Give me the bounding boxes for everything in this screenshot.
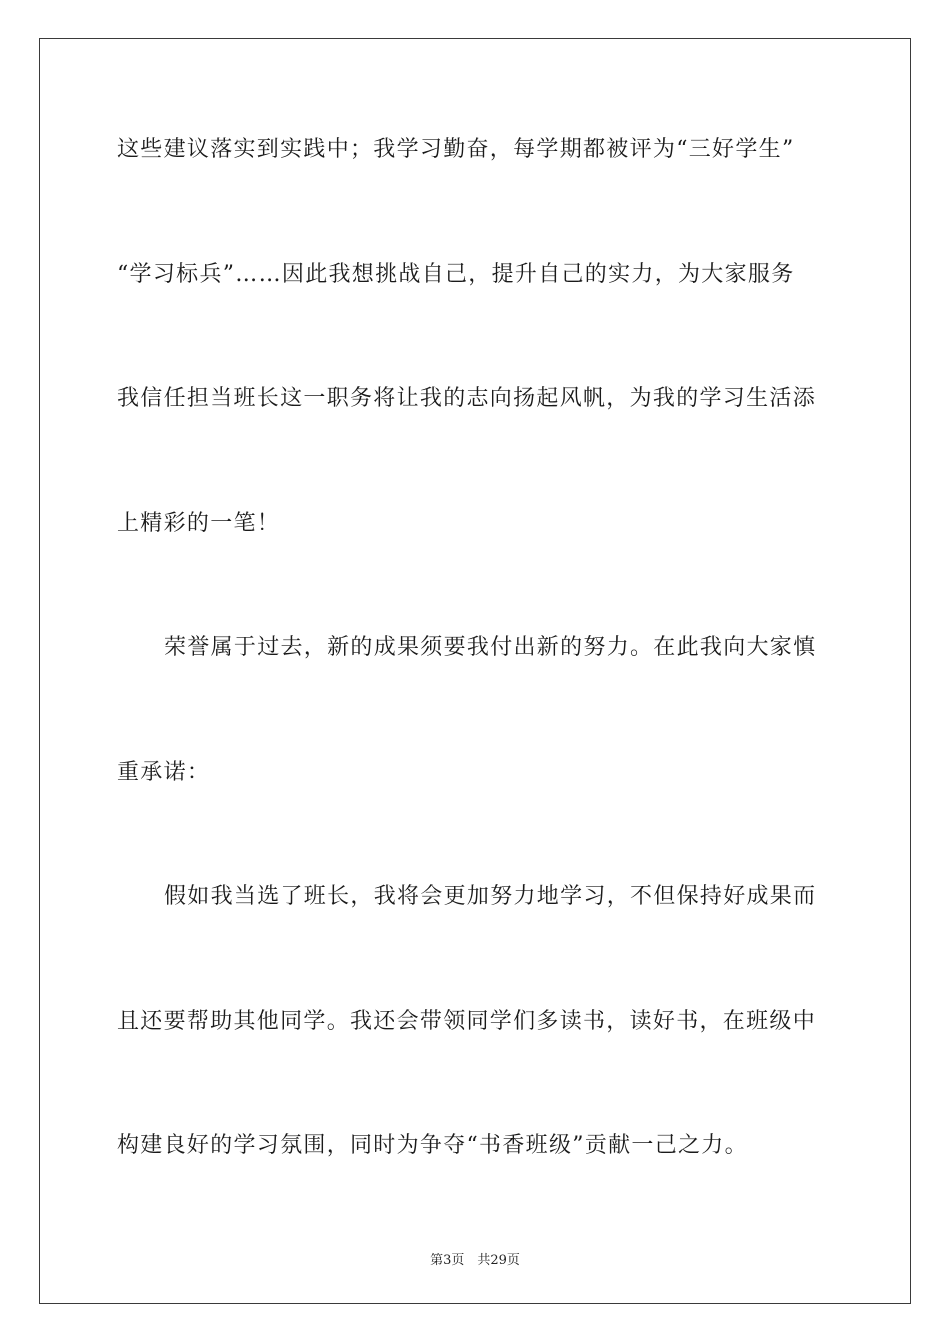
text-line: 我信任担当班长这一职务将让我的志向扬起风帆，为我的学习生活添 <box>117 386 817 411</box>
text-line: 且还要帮助其他同学。我还会带领同学们多读书，读好书，在班级中 <box>117 1008 817 1034</box>
paragraph-start-line: 荣誉属于过去，新的成果须要我付出新的努力。在此我向大家慎 <box>164 635 817 660</box>
text-line: 上精彩的一笔！ <box>117 510 281 536</box>
text-line: “学习标兵”……因此我想挑战自己，提升自己的实力，为大家服务 <box>117 261 795 287</box>
document-body <box>117 128 833 1249</box>
page-number-footer: 第3页 共29页 <box>430 1253 520 1268</box>
paragraph-start-line: 假如我当选了班长，我将会更加努力地学习，不但保持好成果而 <box>164 884 817 909</box>
text-line: 这些建议落实到实践中；我学习勤奋，每学期都被评为“三好学生” <box>117 137 795 162</box>
text-line: 重承诺： <box>117 759 211 785</box>
text-line: 构建良好的学习氛围，同时为争夺“书香班级”贡献一己之力。 <box>117 1133 748 1158</box>
